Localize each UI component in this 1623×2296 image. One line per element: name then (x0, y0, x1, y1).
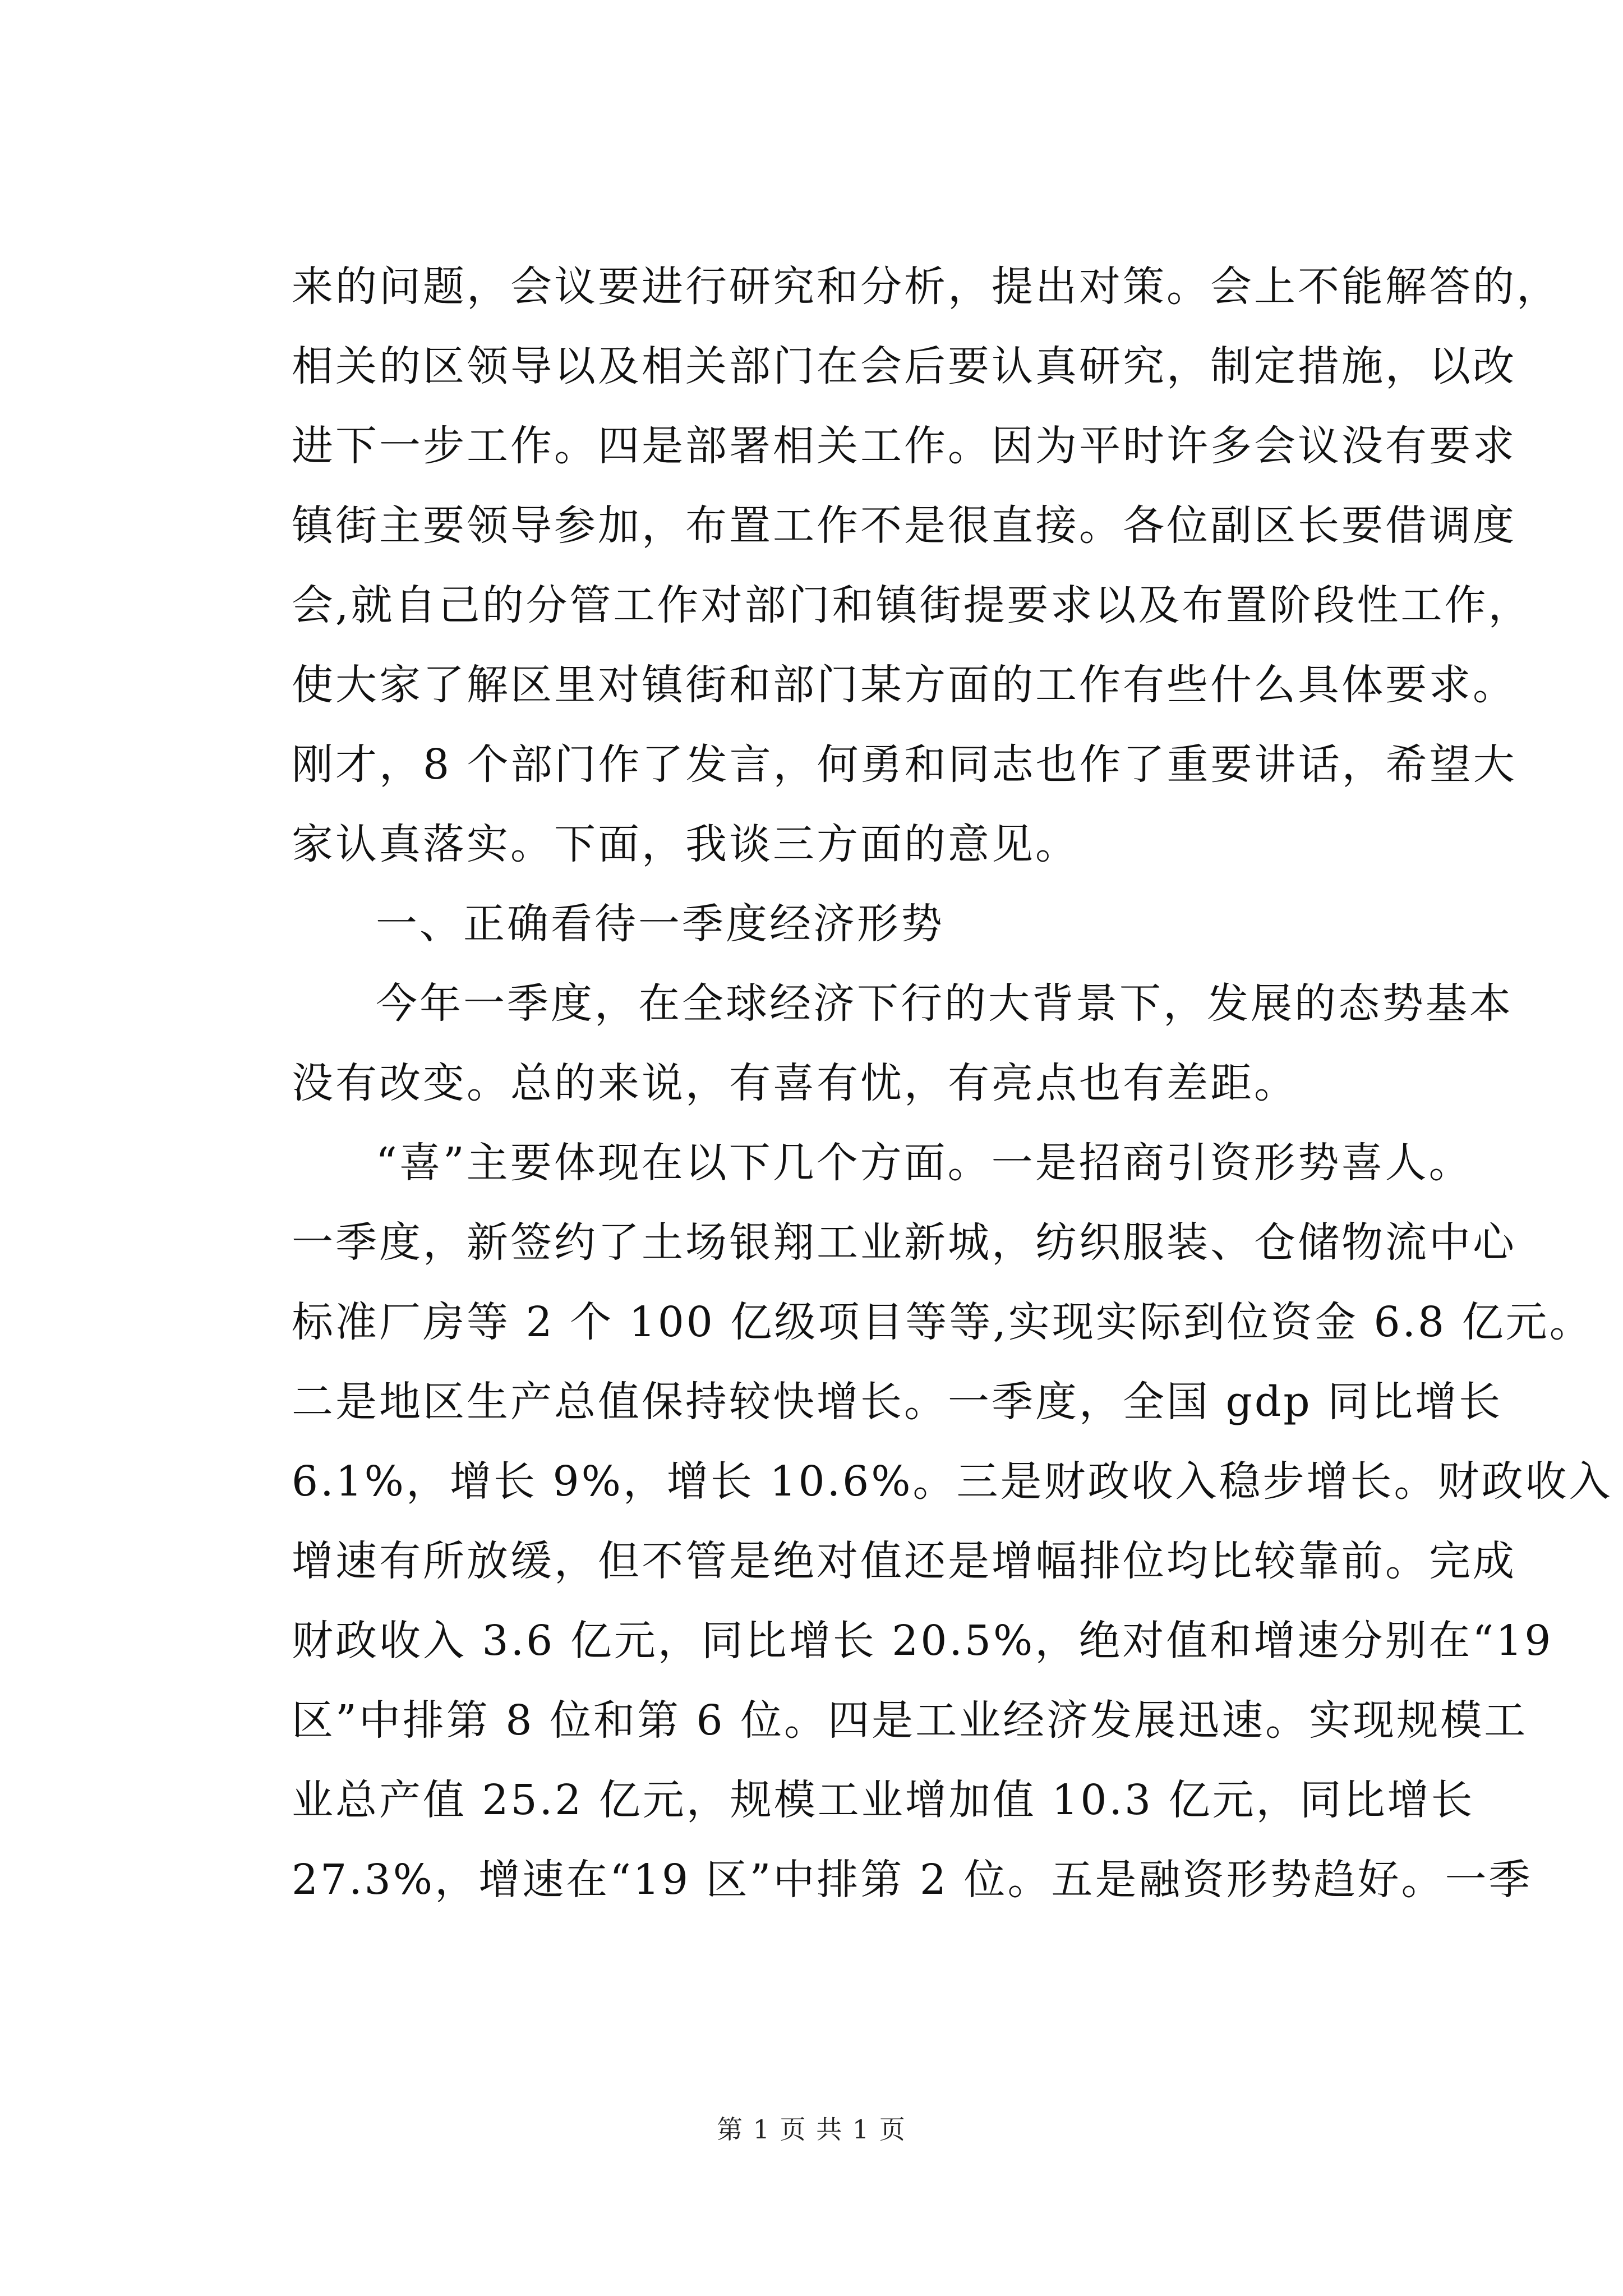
text-line: 没有改变。总的来说，有喜有忧，有亮点也有差距。 (292, 1059, 1298, 1107)
text-line: 财政收入 3.6 亿元，同比增长 20.5%，绝对值和增速分别在“19 (292, 1617, 1553, 1665)
text-line: 进下一步工作。四是部署相关工作。因为平时许多会议没有要求 (292, 422, 1516, 470)
text-line: 6.1%，增长 9%，增长 10.6%。三是财政收入稳步增长。财政收入 (292, 1457, 1613, 1506)
text-line: 会,就自己的分管工作对部门和镇街提要求以及布置阶段性工作， (292, 581, 1532, 629)
page-footer: 第 1 页 共 1 页 (717, 2114, 906, 2145)
text-line: 27.3%，增速在“19 区”中排第 2 位。五是融资形势趋好。一季 (292, 1856, 1533, 1904)
text-line: 镇街主要领导参加，布置工作不是很直接。各位副区长要借调度 (292, 501, 1516, 550)
text-line: 区”中排第 8 位和第 6 位。四是工业经济发展迅速。实现规模工 (292, 1696, 1528, 1745)
text-line: 相关的区领导以及相关部门在会后要认真研究，制定措施，以改 (292, 342, 1516, 390)
text-line: 家认真落实。下面，我谈三方面的意见。 (292, 820, 1079, 868)
text-line: 一季度，新签约了土场银翔工业新城，纺织服装、仓储物流中心 (292, 1218, 1516, 1267)
text-line: 标准厂房等 2 个 100 亿级项目等等,实现实际到位资金 6.8 亿元。 (292, 1298, 1593, 1346)
text-line: 业总产值 25.2 亿元，规模工业增加值 10.3 亿元，同比增长 (292, 1776, 1475, 1824)
text-line: 一、正确看待一季度经济形势 (376, 900, 944, 948)
text-line: “喜”主要体现在以下几个方面。一是招商引资形势喜人。 (376, 1139, 1473, 1187)
text-line: 增速有所放缓，但不管是绝对值还是增幅排位均比较靠前。完成 (292, 1537, 1516, 1585)
text-line: 来的问题，会议要进行研究和分析，提出对策。会上不能解答的， (292, 263, 1560, 311)
text-line: 刚才，8 个部门作了发言，何勇和同志也作了重要讲话，希望大 (292, 740, 1517, 789)
text-line: 二是地区生产总值保持较快增长。一季度，全国 gdp 同比增长 (292, 1378, 1503, 1426)
body-text (292, 247, 1613, 1920)
text-line: 今年一季度，在全球经济下行的大背景下，发展的态势基本 (376, 979, 1513, 1028)
text-line: 使大家了解区里对镇街和部门某方面的工作有些什么具体要求。 (292, 661, 1516, 709)
